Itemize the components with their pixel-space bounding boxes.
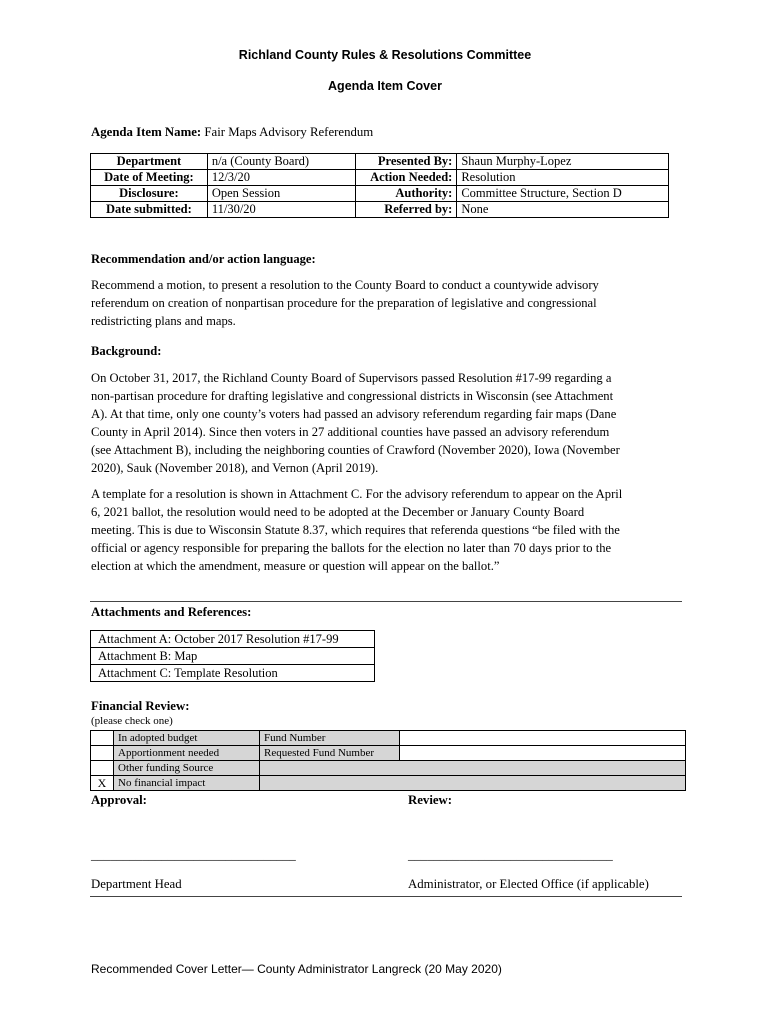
text-line: A). At that time, only one county’s voters had passed an advisory referendum regarding fair maps (Dane [91,407,617,421]
meta-left-label: Date of Meeting: [91,170,208,186]
department-head-title: Department Head [91,877,182,891]
meta-left-label: Department [91,154,208,170]
financial-checkbox[interactable]: X [91,776,114,791]
financial-row [91,731,686,746]
meta-right-value: Committee Structure, Section D [457,186,669,202]
financial-row [91,746,686,761]
attachment-row [91,665,375,682]
financial-checkbox[interactable] [91,761,114,776]
financial-option: Other funding Source [114,761,260,776]
meta-right-label: Action Needed: [356,170,457,186]
meta-table [90,153,669,218]
meta-row [91,170,669,186]
financial-option: No financial impact [114,776,260,791]
document-subtitle: Agenda Item Cover [328,79,442,93]
financial-row [91,776,686,791]
section-divider [90,601,682,602]
text-line: election at which the amendment, measure or question will appear on the ballot.” [91,559,500,573]
text-line: meeting. This is due to Wisconsin Statute 8.37, which requires that referenda questions “be filed with the [91,523,620,537]
meta-left-value: n/a (County Board) [207,154,356,170]
administrator-title: Administrator, or Elected Office (if applicable) [408,877,649,891]
agenda-item-value: Fair Maps Advisory Referendum [204,125,374,139]
text-line: official or agency responsible for preparing the ballots for the election no later than 70 days prior to the [91,541,612,555]
meta-row [91,202,669,218]
meta-right-value: Resolution [457,170,669,186]
meta-left-value: 11/30/20 [207,202,356,218]
financial-field-value[interactable] [400,746,686,761]
attachment-item: Attachment B: Map [91,648,375,665]
recommendation-text [91,276,681,330]
attachments-heading: Attachments and References: [91,605,252,619]
financial-field-value[interactable] [400,731,686,746]
signature-line-left: ________________________________ [91,848,296,862]
signature-line-right: ________________________________ [408,848,613,862]
approval-label: Approval: [91,793,147,807]
text-line: 2020), Sauk (November 2018), and Vernon (April 2019). [91,461,379,475]
meta-right-label: Presented By: [356,154,457,170]
text-line: referendum on creation of nonpartisan procedure for the preparation of legislative and congressional [91,296,597,310]
meta-left-value: 12/3/20 [207,170,356,186]
financial-row [91,761,686,776]
text-line: (see Attachment B), including the neighboring counties of Crawford (November 2020), Iowa (November [91,443,620,457]
background-paragraph-1 [91,369,681,477]
financial-note: (please check one) [91,715,173,727]
meta-left-value: Open Session [207,186,356,202]
financial-heading: Financial Review: [91,699,190,713]
text-line: On October 31, 2017, the Richland County Board of Supervisors passed Resolution #17-99 regarding a [91,371,612,385]
text-line: County in April 2014). Since then voters in 27 additional counties have passed an advisory referendum [91,425,610,439]
attachment-row [91,648,375,665]
footer-text: Recommended Cover Letter— County Administrator Langreck (20 May 2020) [91,962,502,976]
agenda-item-name [91,125,373,140]
meta-row [91,186,669,202]
attachment-item: Attachment A: October 2017 Resolution #17-99 [91,631,375,648]
meta-left-label: Date submitted: [91,202,208,218]
attachments-table [90,630,375,682]
background-paragraph-2 [91,485,681,575]
meta-right-value: Shaun Murphy-Lopez [457,154,669,170]
text-line: A template for a resolution is shown in Attachment C. For the advisory referendum to appear on the April [91,487,623,501]
meta-left-label: Disclosure: [91,186,208,202]
review-label: Review: [408,793,453,807]
financial-option: In adopted budget [114,731,260,746]
committee-title: Richland County Rules & Resolutions Committee [238,48,532,62]
background-heading: Background: [91,344,162,358]
attachment-row [91,631,375,648]
financial-option: Apportionment needed [114,746,260,761]
financial-field-label [260,761,686,776]
financial-field-label: Requested Fund Number [260,746,400,761]
recommendation-heading: Recommendation and/or action language: [91,252,316,266]
financial-field-label [260,776,686,791]
meta-right-label: Referred by: [356,202,457,218]
meta-right-label: Authority: [356,186,457,202]
signature-divider [90,896,682,897]
text-line: Recommend a motion, to present a resolution to the County Board to conduct a countywide advisory [91,278,599,292]
text-line: non-partisan procedure for drafting legislative and congressional districts in Wisconsin (see Attachment [91,389,614,403]
financial-field-label: Fund Number [260,731,400,746]
text-line: 6, 2021 ballot, the resolution would need to be adopted at the December or January County Board [91,505,585,519]
text-line: redistricting plans and maps. [91,314,236,328]
financial-checkbox[interactable] [91,746,114,761]
meta-right-value: None [457,202,669,218]
meta-row [91,154,669,170]
agenda-item-label: Agenda Item Name: [91,125,202,139]
financial-checkbox[interactable] [91,731,114,746]
attachment-item: Attachment C: Template Resolution [91,665,375,682]
financial-table [90,730,686,791]
